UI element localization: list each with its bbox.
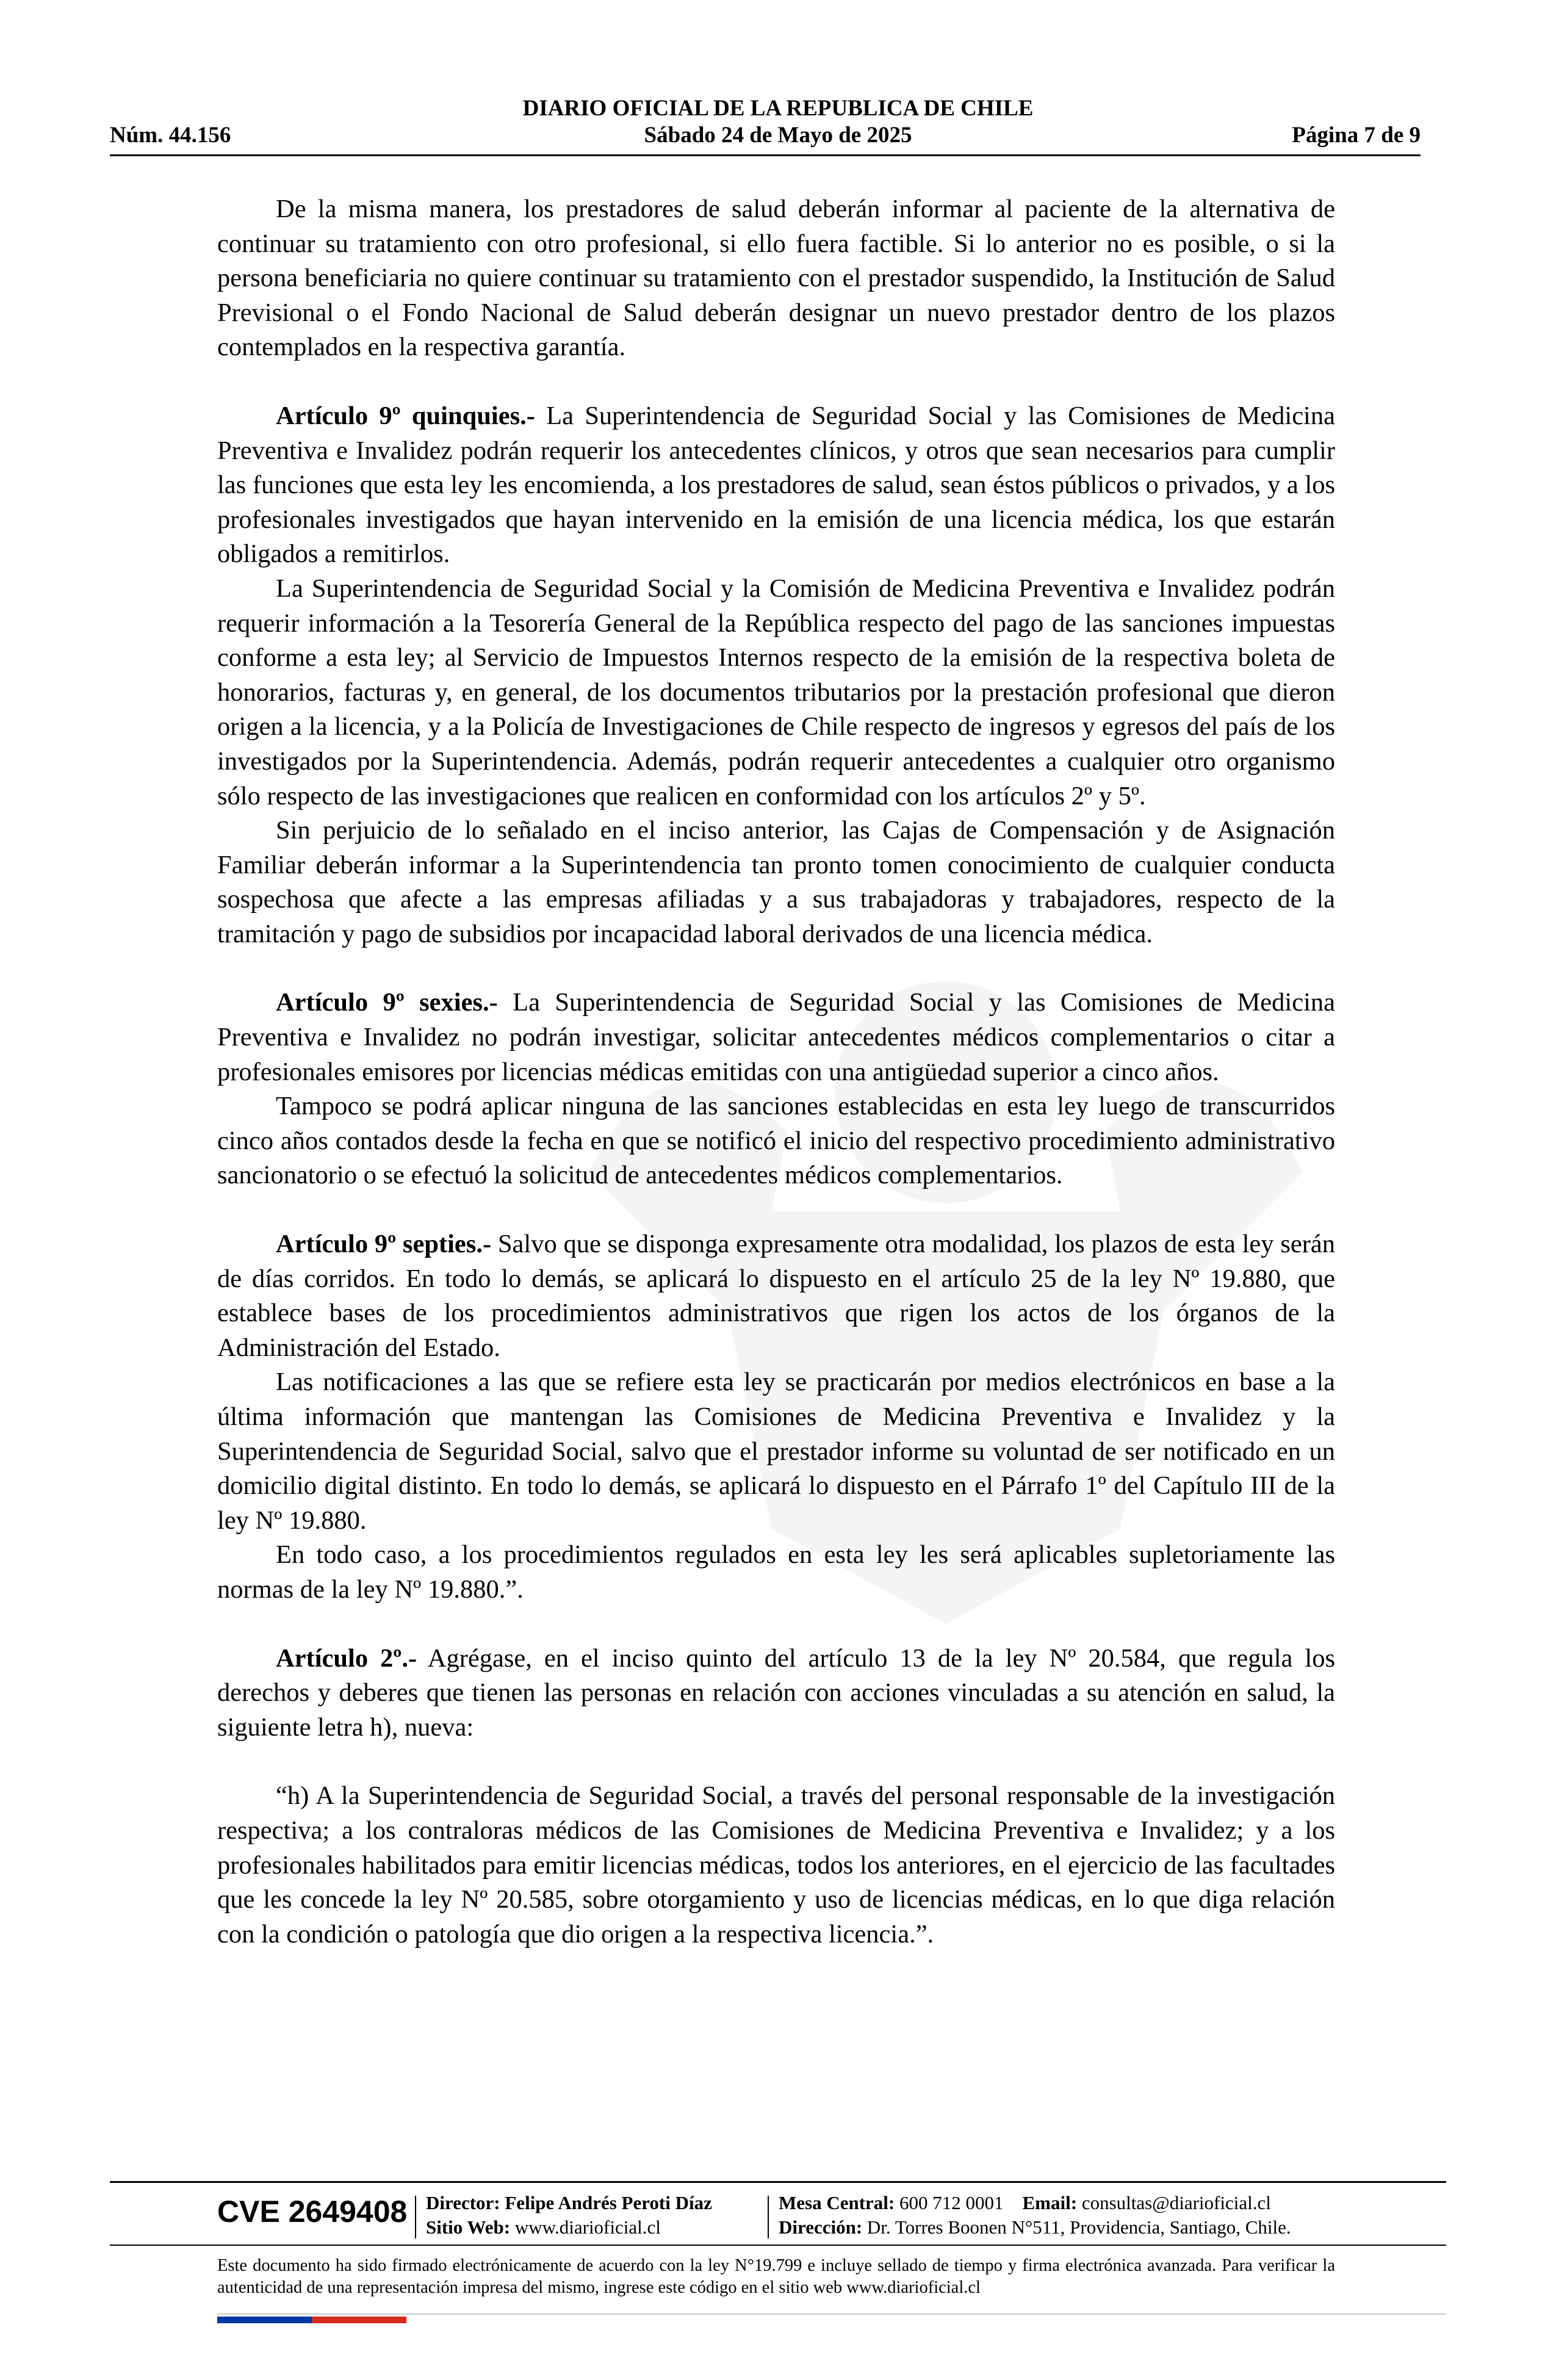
footer-bottom-divider — [217, 2313, 1446, 2315]
email-link[interactable]: consultas@diarioficial.cl — [1081, 2192, 1271, 2213]
body-paragraph: En todo caso, a los procedimientos regulados en esta ley les será aplicables supletoriamente las normas de la ley Nº 19.880.”. — [217, 1540, 1335, 1604]
article-9-septies: Artículo 9º septies.- Salvo que se disponga expresamente otra modalidad, los plazos de esta ley serán de días corridos. En todo lo demás, se aplicará lo dispuesto en el artículo 25 de la ley Nº 19.880, que establece bases de los procedimientos administrativos que rigen los actos de los órganos de la Administración del Estado. — [217, 1230, 1335, 1362]
body-paragraph: Tampoco se podrá aplicar ninguna de las sanciones establecidas en esta ley luego de transcurridos cinco años contados desde la fecha en que se notificó el inicio del respectivo procedimiento administrativo sancionatorio o se efectuó la solicitud de antecedentes médicos complementarios. — [217, 1092, 1335, 1190]
footer-separator — [415, 2196, 416, 2238]
page-number: Página 7 de 9 — [1292, 123, 1421, 148]
header-divider — [110, 154, 1421, 156]
article-9-quinquies: Artículo 9º quinquies.- La Superintendencia de Seguridad Social y las Comisiones de Medicina Preventiva e Invalidez podrán requerir los antecedentes clínicos, y otros que sean necesarios para cumplir las funciones que esta ley les encomienda, a los prestadores de salud, sean éstos públicos o privados, y a los profesionales investigados que hayan intervenido en la emisión de una licencia médica, los que estarán obligados a remitirlos. — [217, 401, 1335, 569]
cve-code: CVE 2649408 — [217, 2194, 408, 2229]
footer-director-block: Director: Felipe Andrés Peroti Díaz Sitio Web: www.diarioficial.cl — [426, 2192, 712, 2238]
body-paragraph: La Superintendencia de Seguridad Social y la Comisión de Medicina Preventiva e Invalidez podrán requerir información a la Tesorería General de la República respecto del pago de las sanciones impuestas conforme a esta ley; al Servicio de Impuestos Internos respecto de la emisión de la respectiva boleta de honorarios, facturas y, en general, de los documentos tributarios por la prestación profesional que dieron origen a la licencia, y a la Policía de Investigaciones de Chile respecto de ingresos y egresos del país de los investigados por la Superintendencia. Además, podrán requerir antecedentes a cualquier otro organismo sólo respecto de las investigaciones que realicen en conformidad con los artículos 2º y 5º. — [217, 574, 1335, 810]
footer-contact-block: Mesa Central: 600 712 0001 Email: consultas@diarioficial.cl Dirección: Dr. Torres Boonen N°511, Providencia, Santiago, Chile. — [779, 2192, 1291, 2238]
issue-number: Núm. 44.156 — [110, 123, 231, 148]
article-heading: Artículo 9º sexies.- — [276, 988, 498, 1017]
body-paragraph: Sin perjuicio de lo señalado en el inciso anterior, las Cajas de Compensación y de Asignación Familiar deberán informar a la Superintendencia tan pronto tomen conocimiento de cualquier conducta sospechosa que afecte a las empresas afiliadas y a sus trabajadoras y trabajadores, respecto de la tramitación y pago de subsidios por incapacidad laboral derivados de una licencia médica. — [217, 816, 1335, 948]
flag-color-strip — [217, 2317, 406, 2323]
signature-note: Este documento ha sido firmado electrónicamente de acuerdo con la ley N°19.799 e incluye sellado de tiempo y firma electrónica avanzada. Para verificar la autenticidad de una representación impresa del mismo, ingrese este código en el sitio web www.diarioficial.cl — [217, 2256, 1335, 2297]
body-paragraph: Las notificaciones a las que se refiere esta ley se practicarán por medios electrónicos en base a la última información que mantengan las Comisiones de Medicina Preventiva e Invalidez y la Superintendencia de Seguridad Social, salvo que el prestador informe su voluntad de ser notificado en un domicilio digital distinto. En todo lo demás, se aplicará lo dispuesto en el Párrafo 1º del Capítulo III de la ley Nº 19.880. — [217, 1368, 1335, 1535]
article-2: Artículo 2º.- Agrégase, en el inciso quinto del artículo 13 de la ley Nº 20.584, que regula los derechos y deberes que tienen las personas en relación con acciones vinculadas a su atención en salud, la siguiente letra h), nueva: — [217, 1643, 1335, 1742]
site-link[interactable]: www.diarioficial.cl — [514, 2216, 661, 2238]
issue-date: Sábado 24 de Mayo de 2025 — [644, 123, 912, 148]
article-9-sexies: Artículo 9º sexies.- La Superintendencia de Seguridad Social y las Comisiones de Medicina Preventiva e Invalidez no podrán investigar, solicitar antecedentes médicos complementarios o citar a profesionales emisores por licencias médicas emitidas con una antigüedad superior a cinco años. — [217, 988, 1335, 1086]
footer-top-divider — [110, 2181, 1446, 2183]
footer-separator — [768, 2196, 769, 2238]
flag-red-segment — [312, 2317, 406, 2323]
phone-number: 600 712 0001 — [899, 2192, 1004, 2213]
gazette-title: DIARIO OFICIAL DE LA REPUBLICA DE CHILE — [522, 96, 1034, 121]
article-heading: Artículo 9º quinquies.- — [276, 401, 535, 430]
address: Dr. Torres Boonen N°511, Providencia, Santiago, Chile. — [866, 2216, 1291, 2238]
quoted-letter-h: “h) A la Superintendencia de Seguridad Social, a través del personal responsable de la investigación respectiva; a los contraloras médicos de las Comisiones de Medicina Preventiva e Invalidez; y a los profesionales habilitados para emitir licencias médicas, todos los anteriores, en el ejercicio de las facultades que les concede la ley Nº 20.585, sobre otorgamiento y uso de licencias médicas, en lo que diga relación con la condición o patología que dio origen a la respectiva licencia.”. — [217, 1781, 1335, 1949]
article-heading: Artículo 9º septies.- — [276, 1230, 492, 1259]
director-name: Felipe Andrés Peroti Díaz — [505, 2192, 712, 2213]
footer-mid-divider — [110, 2245, 1446, 2246]
article-heading: Artículo 2º.- — [276, 1643, 417, 1673]
flag-blue-segment — [217, 2317, 312, 2323]
body-paragraph: De la misma manera, los prestadores de salud deberán informar al paciente de la alternativa de continuar su tratamiento con otro profesional, si ello fuera factible. Si lo anterior no es posible, o si la persona beneficiaria no quiere continuar su tratamiento con el prestador suspendido, la Institución de Salud Previsional o el Fondo Nacional de Salud deberán designar un nuevo prestador dentro de los plazos contemplados en la respectiva garantía. — [217, 195, 1335, 362]
document-body — [217, 192, 1335, 1952]
